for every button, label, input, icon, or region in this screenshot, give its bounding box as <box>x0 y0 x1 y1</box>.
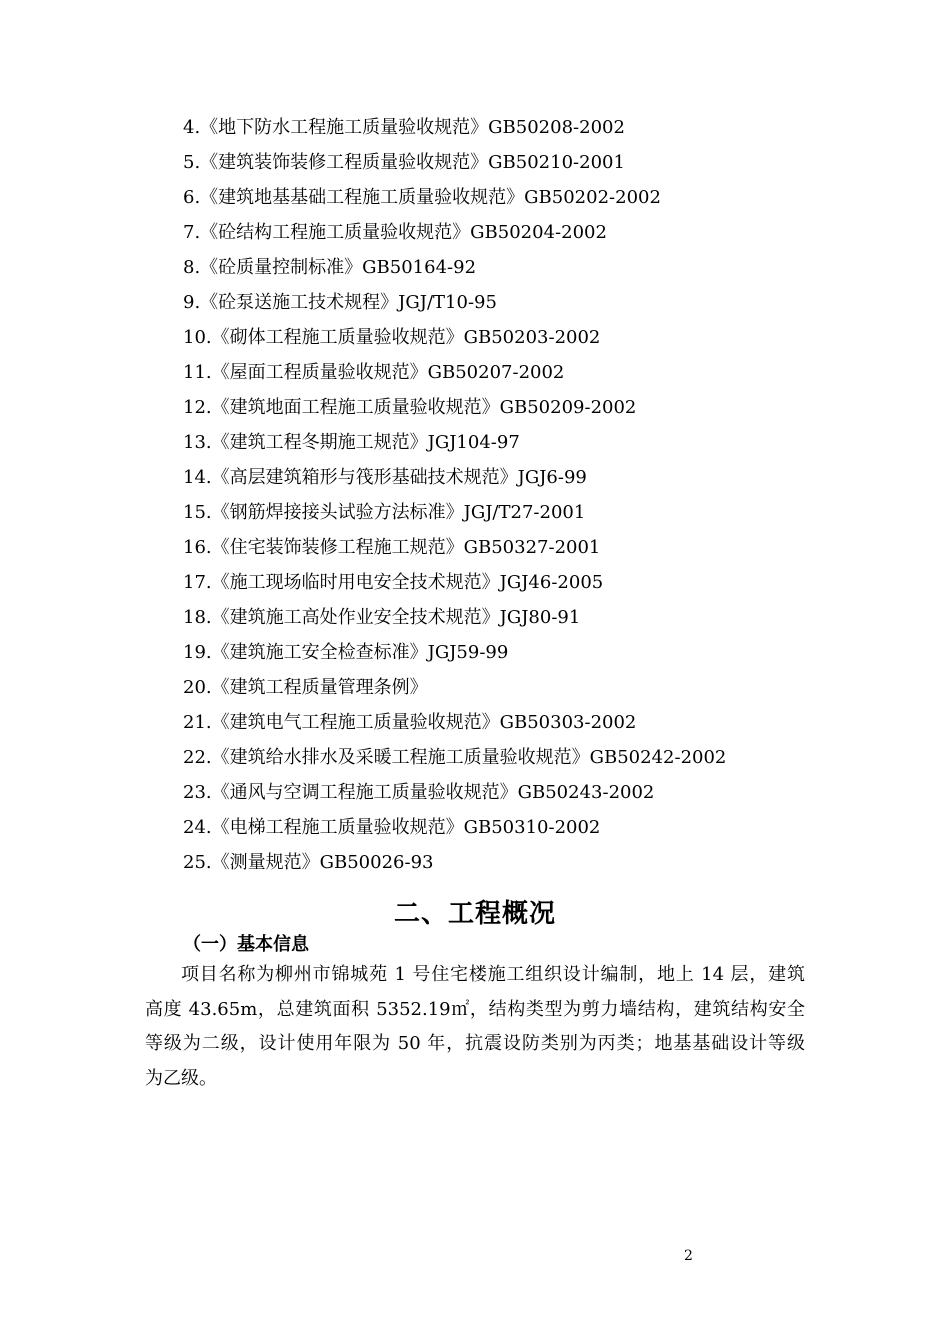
reference-item: 9.《砼泵送施工技术规程》JGJ/T10-95 <box>183 292 497 313</box>
reference-item: 24.《电梯工程施工质量验收规范》GB50310-2002 <box>183 817 601 838</box>
reference-item: 19.《建筑施工安全检查标准》JGJ59-99 <box>183 642 509 663</box>
reference-item: 25.《测量规范》GB50026-93 <box>183 852 434 873</box>
reference-item: 14.《高层建筑箱形与筏形基础技术规范》JGJ6-99 <box>183 467 587 488</box>
reference-item: 7.《砼结构工程施工质量验收规范》GB50204-2002 <box>183 222 607 243</box>
paragraph-line: 等级为二级，设计使用年限为 50 年，抗震设防类别为丙类；地基基础设计等级 <box>145 1033 805 1054</box>
reference-item: 22.《建筑给水排水及采暖工程施工质量验收规范》GB50242-2002 <box>183 747 727 768</box>
paragraph-line: 为乙级。 <box>145 1068 217 1089</box>
paragraph-line: 高度 43.65m，总建筑面积 5352.19㎡，结构类型为剪力墙结构，建筑结构安全 <box>145 999 805 1020</box>
reference-item: 10.《砌体工程施工质量验收规范》GB50203-2002 <box>183 327 601 348</box>
reference-item: 12.《建筑地面工程施工质量验收规范》GB50209-2002 <box>183 397 637 418</box>
section-title: 二、工程概况 <box>393 899 556 929</box>
page-number: 2 <box>684 1248 693 1264</box>
reference-item: 6.《建筑地基基础工程施工质量验收规范》GB50202-2002 <box>183 187 661 208</box>
reference-item: 16.《住宅装饰装修工程施工规范》GB50327-2001 <box>183 537 601 558</box>
reference-item: 23.《通风与空调工程施工质量验收规范》GB50243-2002 <box>183 782 655 803</box>
reference-item: 21.《建筑电气工程施工质量验收规范》GB50303-2002 <box>183 712 637 733</box>
reference-list <box>183 114 726 884</box>
reference-item: 18.《建筑施工高处作业安全技术规范》JGJ80-91 <box>183 607 581 628</box>
reference-item: 5.《建筑装饰装修工程质量验收规范》GB50210-2001 <box>183 152 625 173</box>
reference-item: 20.《建筑工程质量管理条例》 <box>183 677 428 698</box>
reference-item: 13.《建筑工程冬期施工规范》JGJ104-97 <box>183 432 520 453</box>
reference-item: 11.《屋面工程质量验收规范》GB50207-2002 <box>183 362 565 383</box>
reference-item: 8.《砼质量控制标准》GB50164-92 <box>183 257 477 278</box>
reference-item: 17.《施工现场临时用电安全技术规范》JGJ46-2005 <box>183 572 604 593</box>
reference-item: 4.《地下防水工程施工质量验收规范》GB50208-2002 <box>183 117 625 138</box>
subsection-title: （一）基本信息 <box>183 934 309 955</box>
reference-item: 15.《钢筋焊接接头试验方法标准》JGJ/T27-2001 <box>183 502 586 523</box>
paragraph-line: 项目名称为柳州市锦城苑 1 号住宅楼施工组织设计编制，地上 14 层，建筑 <box>181 964 805 985</box>
